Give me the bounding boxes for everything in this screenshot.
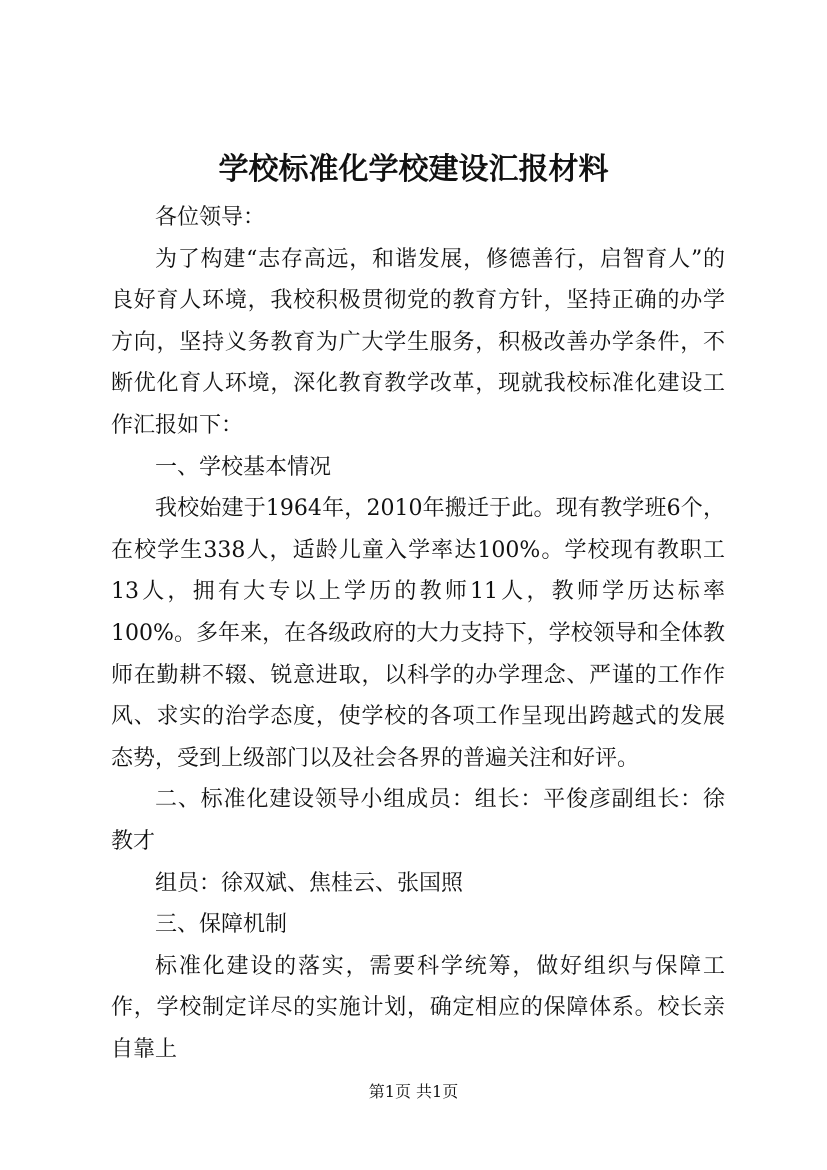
section-2-members: 组员：徐双斌、焦桂云、张国照 (155, 870, 464, 896)
section-1-paragraph: 我校始建于1964年，2010年搬迁于此。现有教学班6个，在校学生338人，适龄儿童入学率达100%。学校现有教职工13人，拥有大专以上学历的教师11人，教师学历达标率100%。多年来，在各级政府的大力支持下，学校领导和全体教师在勤耕不辍、锐意进取，以科学的办学理念、严谨的工作作风、求实的治学态度，使学校的各项工作呈现出跨越式的发展态势，受到上级部门以及社会各界的普遍关注和好评。 (111, 496, 725, 771)
intro-paragraph: 为了构建“志存高远，和谐发展，修德善行，启智育人”的良好育人环境，我校积极贯彻党的教育方针，坚持正确的办学方向，坚持义务教育为广大学生服务，积极改善办学条件，不断优化育人环境，深化教育教学改革，现就我校标准化建设工作汇报如下： (111, 246, 725, 438)
greeting-paragraph: 各位领导： (155, 205, 266, 230)
section-1-heading: 一、学校基本情况 (155, 454, 332, 480)
section-2-heading: 二、标准化建设领导小组成员：组长：平俊彦副组长：徐教才 (111, 787, 725, 854)
page-footer: 第1页 共1页 (368, 1082, 459, 1101)
document-title: 学校标准化学校建设汇报材料 (218, 152, 609, 187)
section-3-heading: 三、保障机制 (155, 912, 288, 938)
document-body (111, 197, 725, 1070)
section-3-paragraph: 标准化建设的落实，需要科学统筹，做好组织与保障工作，学校制定详尽的实施计划，确定相应的保障体系。校长亲自靠上 (111, 953, 725, 1062)
